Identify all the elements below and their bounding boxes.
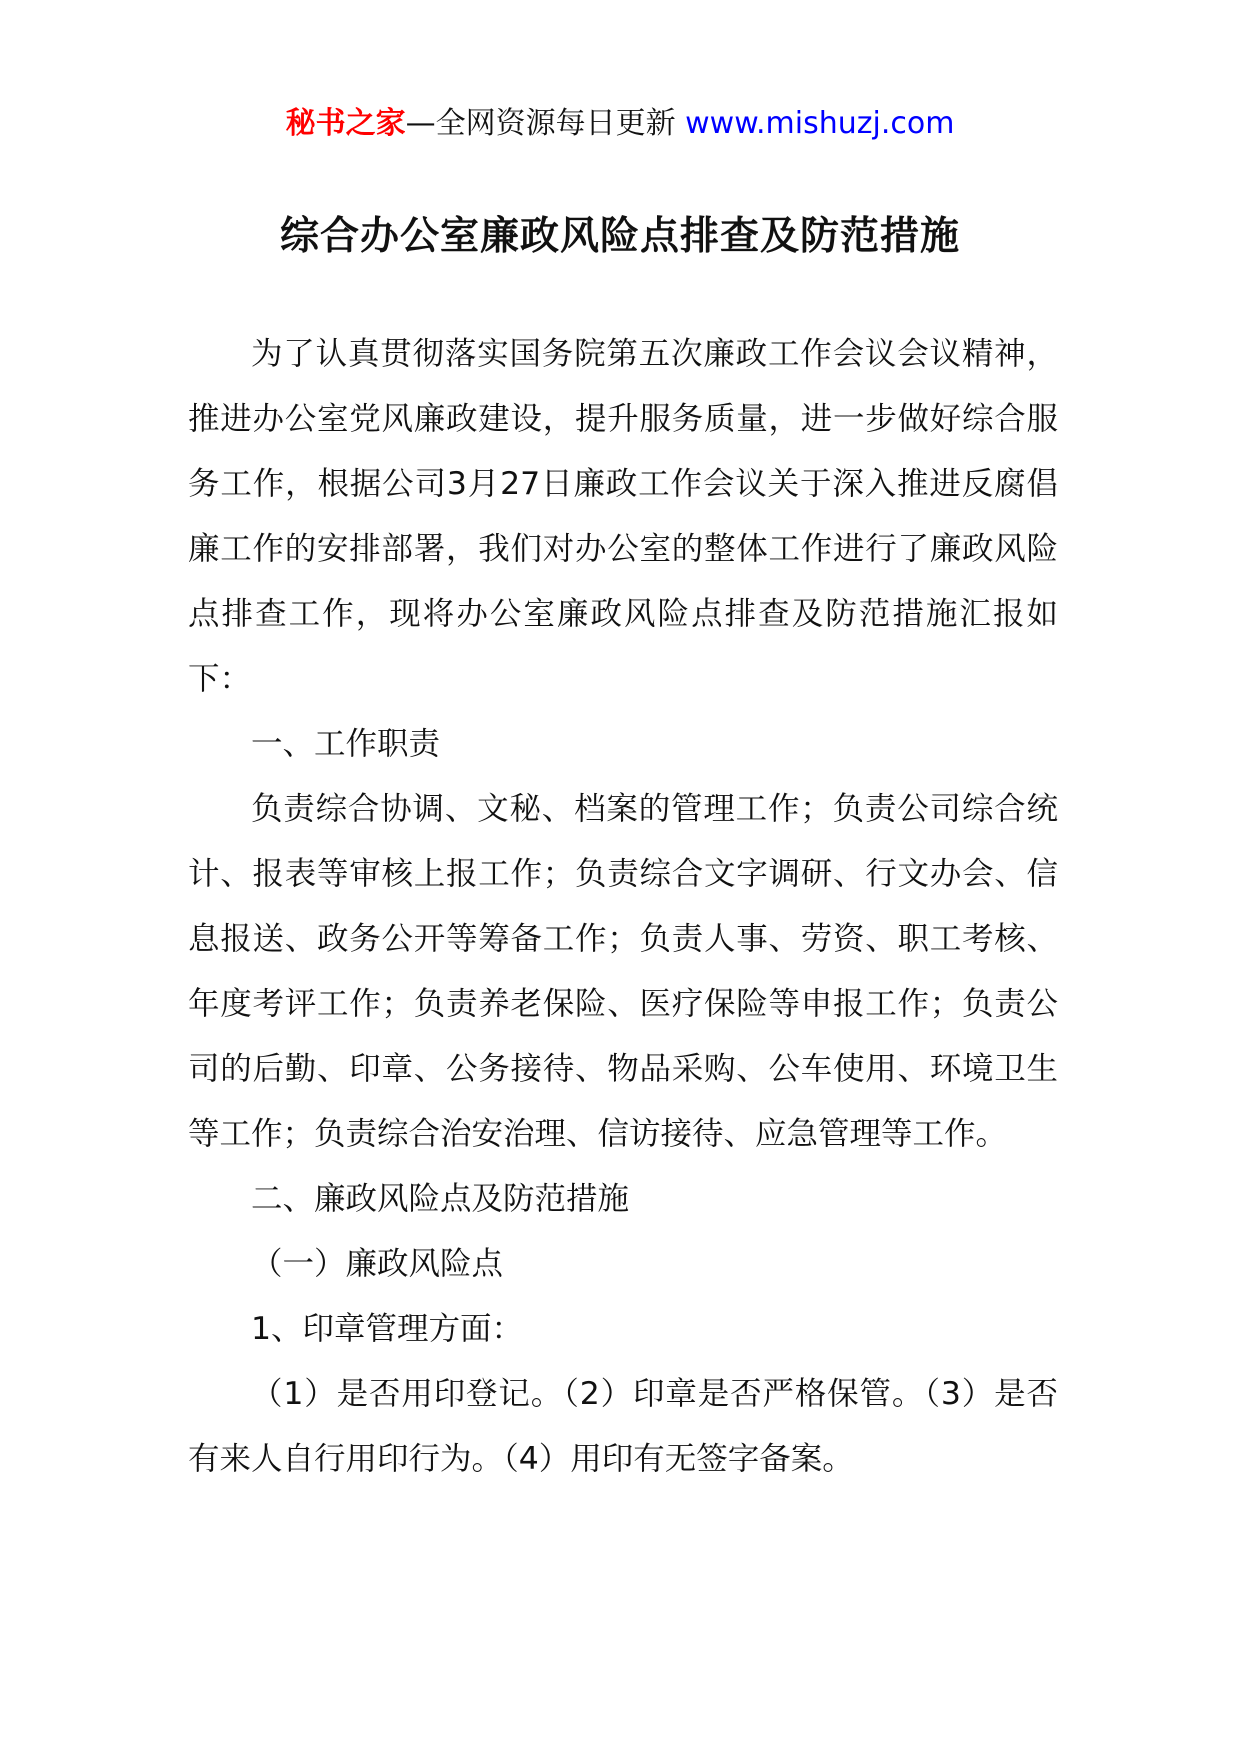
site-url-link[interactable]: www.mishuzj.com — [685, 106, 955, 141]
site-brand: 秘书之家 — [285, 106, 406, 141]
item-heading-seal-management: 1、印章管理方面： — [251, 1311, 524, 1347]
duties-paragraph: 负责综合协调、文秘、档案的管理工作；负责公司综合统计、报表等审核上报工作；负责综合文字调研、行文办会、信息报送、政务公开等筹备工作；负责人事、劳资、职工考核、年度考评工作；负责养老保险、医疗保险等申报工作；负责公司的后勤、印章、公务接待、物品采购、公车使用、环境卫生等工作；负责综合治安治理、信访接待、应急管理等工作。 — [188, 791, 1058, 1152]
site-tagline: —全网资源每日更新 — [405, 106, 676, 141]
document-body — [188, 322, 1058, 1492]
intro-paragraph: 为了认真贯彻落实国务院第五次廉政工作会议会议精神，推进办公室党风廉政建设，提升服务质量，进一步做好综合服务工作，根据公司3月27日廉政工作会议关于深入推进反腐倡廉工作的安排部署，我们对办公室的整体工作进行了廉政风险点排查工作，现将办公室廉政风险点排查及防范措施汇报如下： — [188, 336, 1058, 697]
seal-checklist-paragraph: （1）是否用印登记。（2）印章是否严格保管。（3）是否有来人自行用印行为。（4）用印有无签字备案。 — [188, 1376, 1058, 1477]
document-title: 综合办公室廉政风险点排查及防范措施 — [279, 214, 960, 259]
section-heading-duties: 一、工作职责 — [251, 726, 441, 762]
section-heading-risks: 二、廉政风险点及防范措施 — [251, 1181, 630, 1217]
subsection-heading-risk-points: （一）廉政风险点 — [251, 1246, 504, 1282]
site-header — [0, 104, 1240, 144]
